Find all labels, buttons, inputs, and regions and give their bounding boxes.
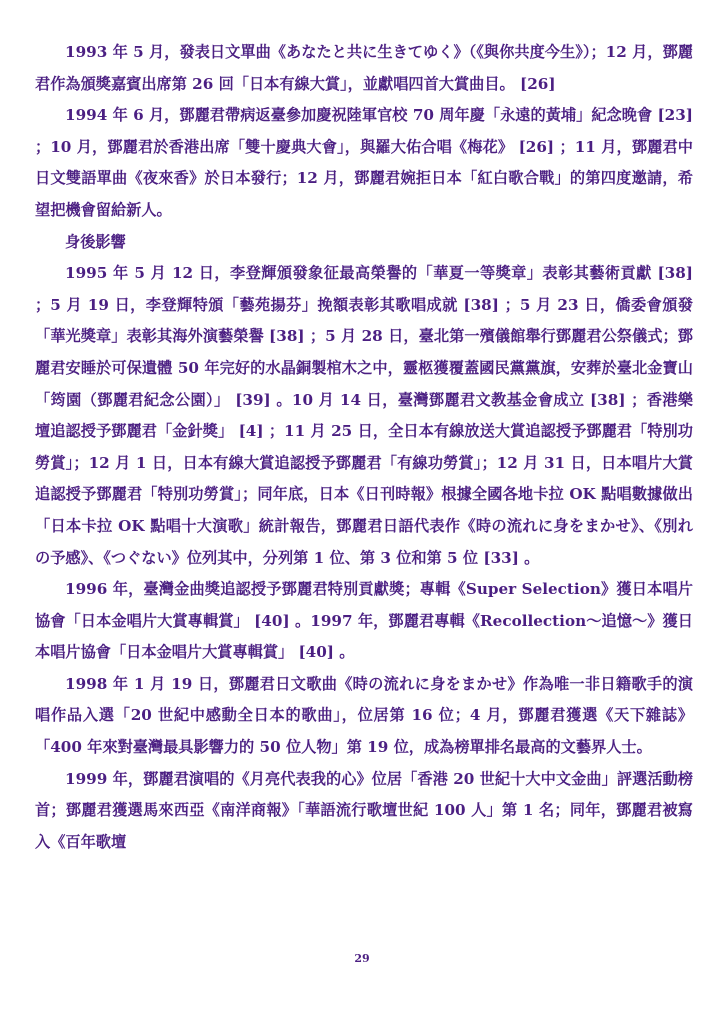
paragraph-1993: 1993 年 5 月，發表日文單曲《あなたと共に生きてゆく》（《與你共度今生》）；12 月，鄧麗君作為頒獎嘉賓出席第 26 回「日本有線大賞」，並獻唱四首大賞曲目。 [26] <box>35 43 693 93</box>
paragraph-1996: 1996 年，臺灣金曲獎追認授予鄧麗君特別貢獻獎；專輯《Super Selection》獲日本唱片協會「日本金唱片大賞專輯賞」 [40] 。1997 年，鄧麗君專輯《Recollection～追憶～》獲日本唱片協會「日本金唱片大賞專輯賞」 [40] 。 <box>35 580 693 662</box>
page-number: 29 <box>354 952 370 965</box>
paragraph-1994: 1994 年 6 月，鄧麗君帶病返臺參加慶祝陸軍官校 70 周年慶「永遠的黃埔」紀念晚會 [23] ；10 月，鄧麗君於香港出席「雙十慶典大會」，與羅大佑合唱《梅花》 [26] ；11 月，鄧麗君中日文雙語單曲《夜來香》於日本發行；12 月，鄧麗君婉拒日本「紅白歌合戰」的第四度邀請，希望把機會留給新人。 <box>35 106 693 219</box>
section-heading: 身後影響 <box>65 232 126 251</box>
document-body <box>35 37 693 858</box>
paragraph-1999: 1999 年，鄧麗君演唱的《月亮代表我的心》位居「香港 20 世紀十大中文金曲」評選活動榜首；鄧麗君獲選馬來西亞《南洋商報》「華語流行歌壇世紀 100 人」第 1 名；同年，鄧麗君被寫入《百年歌壇 <box>35 769 693 851</box>
paragraph-1998: 1998 年 1 月 19 日，鄧麗君日文歌曲《時の流れに身をまかせ》作為唯一非日籍歌手的演唱作品入選「20 世紀中感動全日本的歌曲」，位居第 16 位；4 月，鄧麗君獲選《天下雜誌》「400 年來對臺灣最具影響力的 50 位人物」第 19 位，成為榜單排名最高的文藝界人士。 <box>35 674 693 757</box>
paragraph-1995: 1995 年 5 月 12 日，李登輝頒發象征最高榮譽的「華夏一等獎章」表彰其藝術貢獻 [38] ；5 月 19 日，李登輝特頒「藝苑揚芬」挽額表彰其歌唱成就 [38] ；5 月 23 日，僑委會頒發「華光獎章」表彰其海外演藝榮譽 [38] ；5 月 28 日，臺北第一殯儀館舉行鄧麗君公祭儀式；鄧麗君安睡於可保遺體 50 年完好的水晶銅製棺木之中，靈柩獲覆蓋國民黨黨旗，安葬於臺北金寶山「筠園（鄧麗君紀念公園）」 [39] 。10 月 14 日，臺灣鄧麗君文教基金會成立 [38] ；香港樂壇追認授予鄧麗君「金針獎」 [4] ；11 月 25 日，全日本有線放送大賞追認授予鄧麗君「特別功勞賞」；12 月 1 日，日本有線大賞追認授予鄧麗君「有線功勞賞」；12 月 31 日，日本唱片大賞追認授予鄧麗君「特別功勞賞」；同年底，日本《日刊時報》根據全國各地卡拉 OK 點唱數據做出「日本卡拉 OK 點唱十大演歌」統計報告，鄧麗君日語代表作《時の流れに身をまかせ》、《別れの予感》、《つぐない》位列其中，分列第 1 位、第 3 位和第 5 位 [33] 。 <box>35 264 693 567</box>
